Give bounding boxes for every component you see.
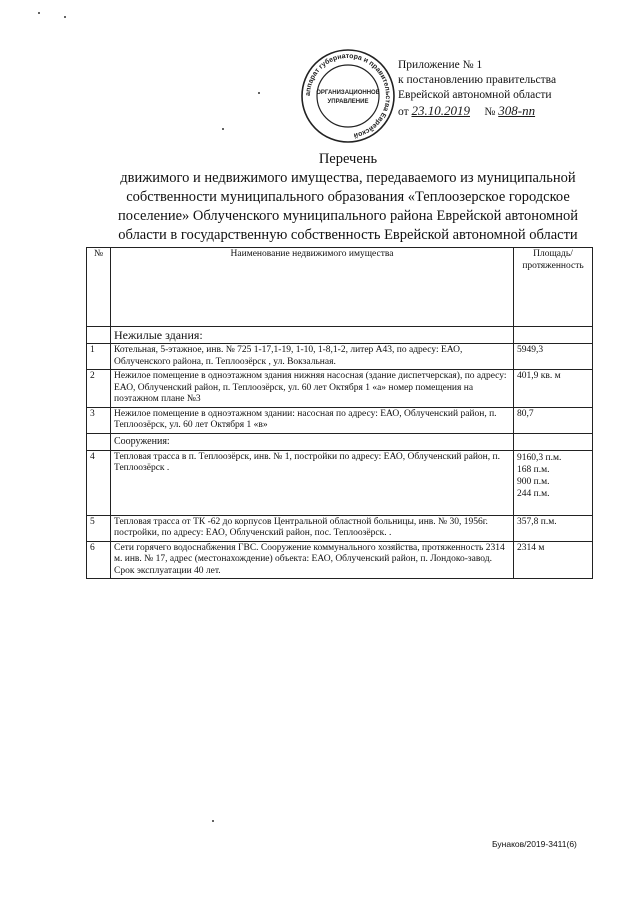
table-row — [87, 515, 593, 541]
row-name: Тепловая трасса от ТК -62 до корпусов Центральной областной больницы, инв. № 30, 1956г. постройки, по адресу: ЕАО, Облученский район, пос. Теплоозёрск. . — [111, 515, 514, 541]
scan-speck — [258, 92, 260, 94]
document-title — [100, 150, 596, 245]
stamp-center-line-2: УПРАВЛЕНИЕ — [327, 99, 369, 105]
header-area: Площадь/протяженность — [514, 248, 593, 327]
resolution-reference: к постановлению правительства — [398, 74, 557, 86]
scan-speck — [212, 820, 214, 822]
title-description: движимого и недвижимого имущества, передаваемого из муниципальной собственности муниципального образования «Теплоозерское городское поселение» Облученского муниципального района Еврейской автономной области в государственную собственность Еврейской автономной области — [118, 170, 578, 243]
stamp-center-line-1: ОРГАНИЗАЦИОННОЕ — [316, 90, 380, 96]
document-code: Бунаков/2019-3411(6) — [492, 839, 577, 849]
section-area-cell — [514, 433, 593, 450]
row-area-multi — [514, 450, 593, 515]
number-label: № — [484, 106, 496, 118]
row-area: 80,7 — [514, 407, 593, 433]
date-number-line — [398, 103, 598, 120]
row-area: 2314 м — [514, 541, 593, 579]
section-row-structures — [87, 433, 593, 450]
row-name: Нежилое помещение в одноэтажном здания нижняя насосная (здание диспетчерская), по адресу: ЕАО, Облученский район, п. Теплоозёрск, ул. 60 лет Октября 1 «а» номер помещения на поэтажном плане №3 — [111, 370, 514, 408]
row-number: 3 — [87, 407, 111, 433]
title-heading: Перечень — [318, 151, 378, 167]
section-buildings-label: Нежилые здания: — [111, 327, 514, 344]
row-name: Котельная, 5-этажное, инв. № 725 1-17,1-19, 1-10, 1-8,1-2, литер А43, по адресу: ЕАО, Облученского района, п. Теплоозёрск , ул. Вокзальная. — [111, 344, 514, 370]
handwritten-date: 23.10.2019 — [411, 103, 470, 118]
scan-speck — [64, 16, 66, 18]
section-num-cell — [87, 327, 111, 344]
section-structures-label: Сооружения: — [111, 433, 514, 450]
row-number: 6 — [87, 541, 111, 579]
row-area: 357,8 п.м. — [514, 515, 593, 541]
header-name: Наименование недвижимого имущества — [111, 248, 514, 327]
row-number: 5 — [87, 515, 111, 541]
organizational-department-stamp — [300, 48, 396, 144]
table-row — [87, 541, 593, 579]
area-segment: 244 п.м. — [517, 488, 550, 499]
scan-speck — [222, 128, 224, 130]
scan-speck — [38, 12, 40, 14]
row-number: 4 — [87, 450, 111, 515]
table-header-row — [87, 248, 593, 327]
section-area-cell — [514, 327, 593, 344]
from-label: от — [398, 106, 409, 118]
area-segment: 168 п.м. — [517, 464, 550, 475]
row-name: Тепловая трасса в п. Теплоозёрск, инв. № 1, постройки по адресу: ЕАО, Облученский район, п. Теплоозёрск . — [111, 450, 514, 515]
row-name: Сети горячего водоснабжения ГВС. Сооружение коммунального хозяйства, протяженность 2314 м. инв. № 17, адрес (местонахождение) объекта: ЕАО, Облученский район, п. Лондоко-завод. Срок эксплуатации 40 лет. — [111, 541, 514, 579]
table-row — [87, 407, 593, 433]
row-area: 401,9 кв. м — [514, 370, 593, 408]
area-segment: 900 п.м. — [517, 476, 550, 487]
row-name: Нежилое помещение в одноэтажном здании: насосная по адресу: ЕАО, Облученский район, п. Теплоозёрск, ул. 60 лет Октября 1 «в» — [111, 407, 514, 433]
table-row — [87, 370, 593, 408]
row-number: 2 — [87, 370, 111, 408]
table-row — [87, 450, 593, 515]
row-area: 5949,3 — [514, 344, 593, 370]
row-number: 1 — [87, 344, 111, 370]
appendix-header — [398, 58, 598, 120]
header-number: № — [87, 248, 111, 327]
stamp-ring-text: аппарат губернатора и правительства Еврейской — [304, 52, 392, 139]
table-row — [87, 344, 593, 370]
section-row-buildings — [87, 327, 593, 344]
appendix-number: Приложение № 1 — [398, 59, 483, 71]
area-segment: 9160,3 п.м. — [517, 452, 562, 463]
region-name: Еврейской автономной области — [398, 89, 552, 101]
property-list-table — [86, 247, 593, 579]
handwritten-number: 308-пп — [498, 103, 536, 118]
section-num-cell — [87, 433, 111, 450]
